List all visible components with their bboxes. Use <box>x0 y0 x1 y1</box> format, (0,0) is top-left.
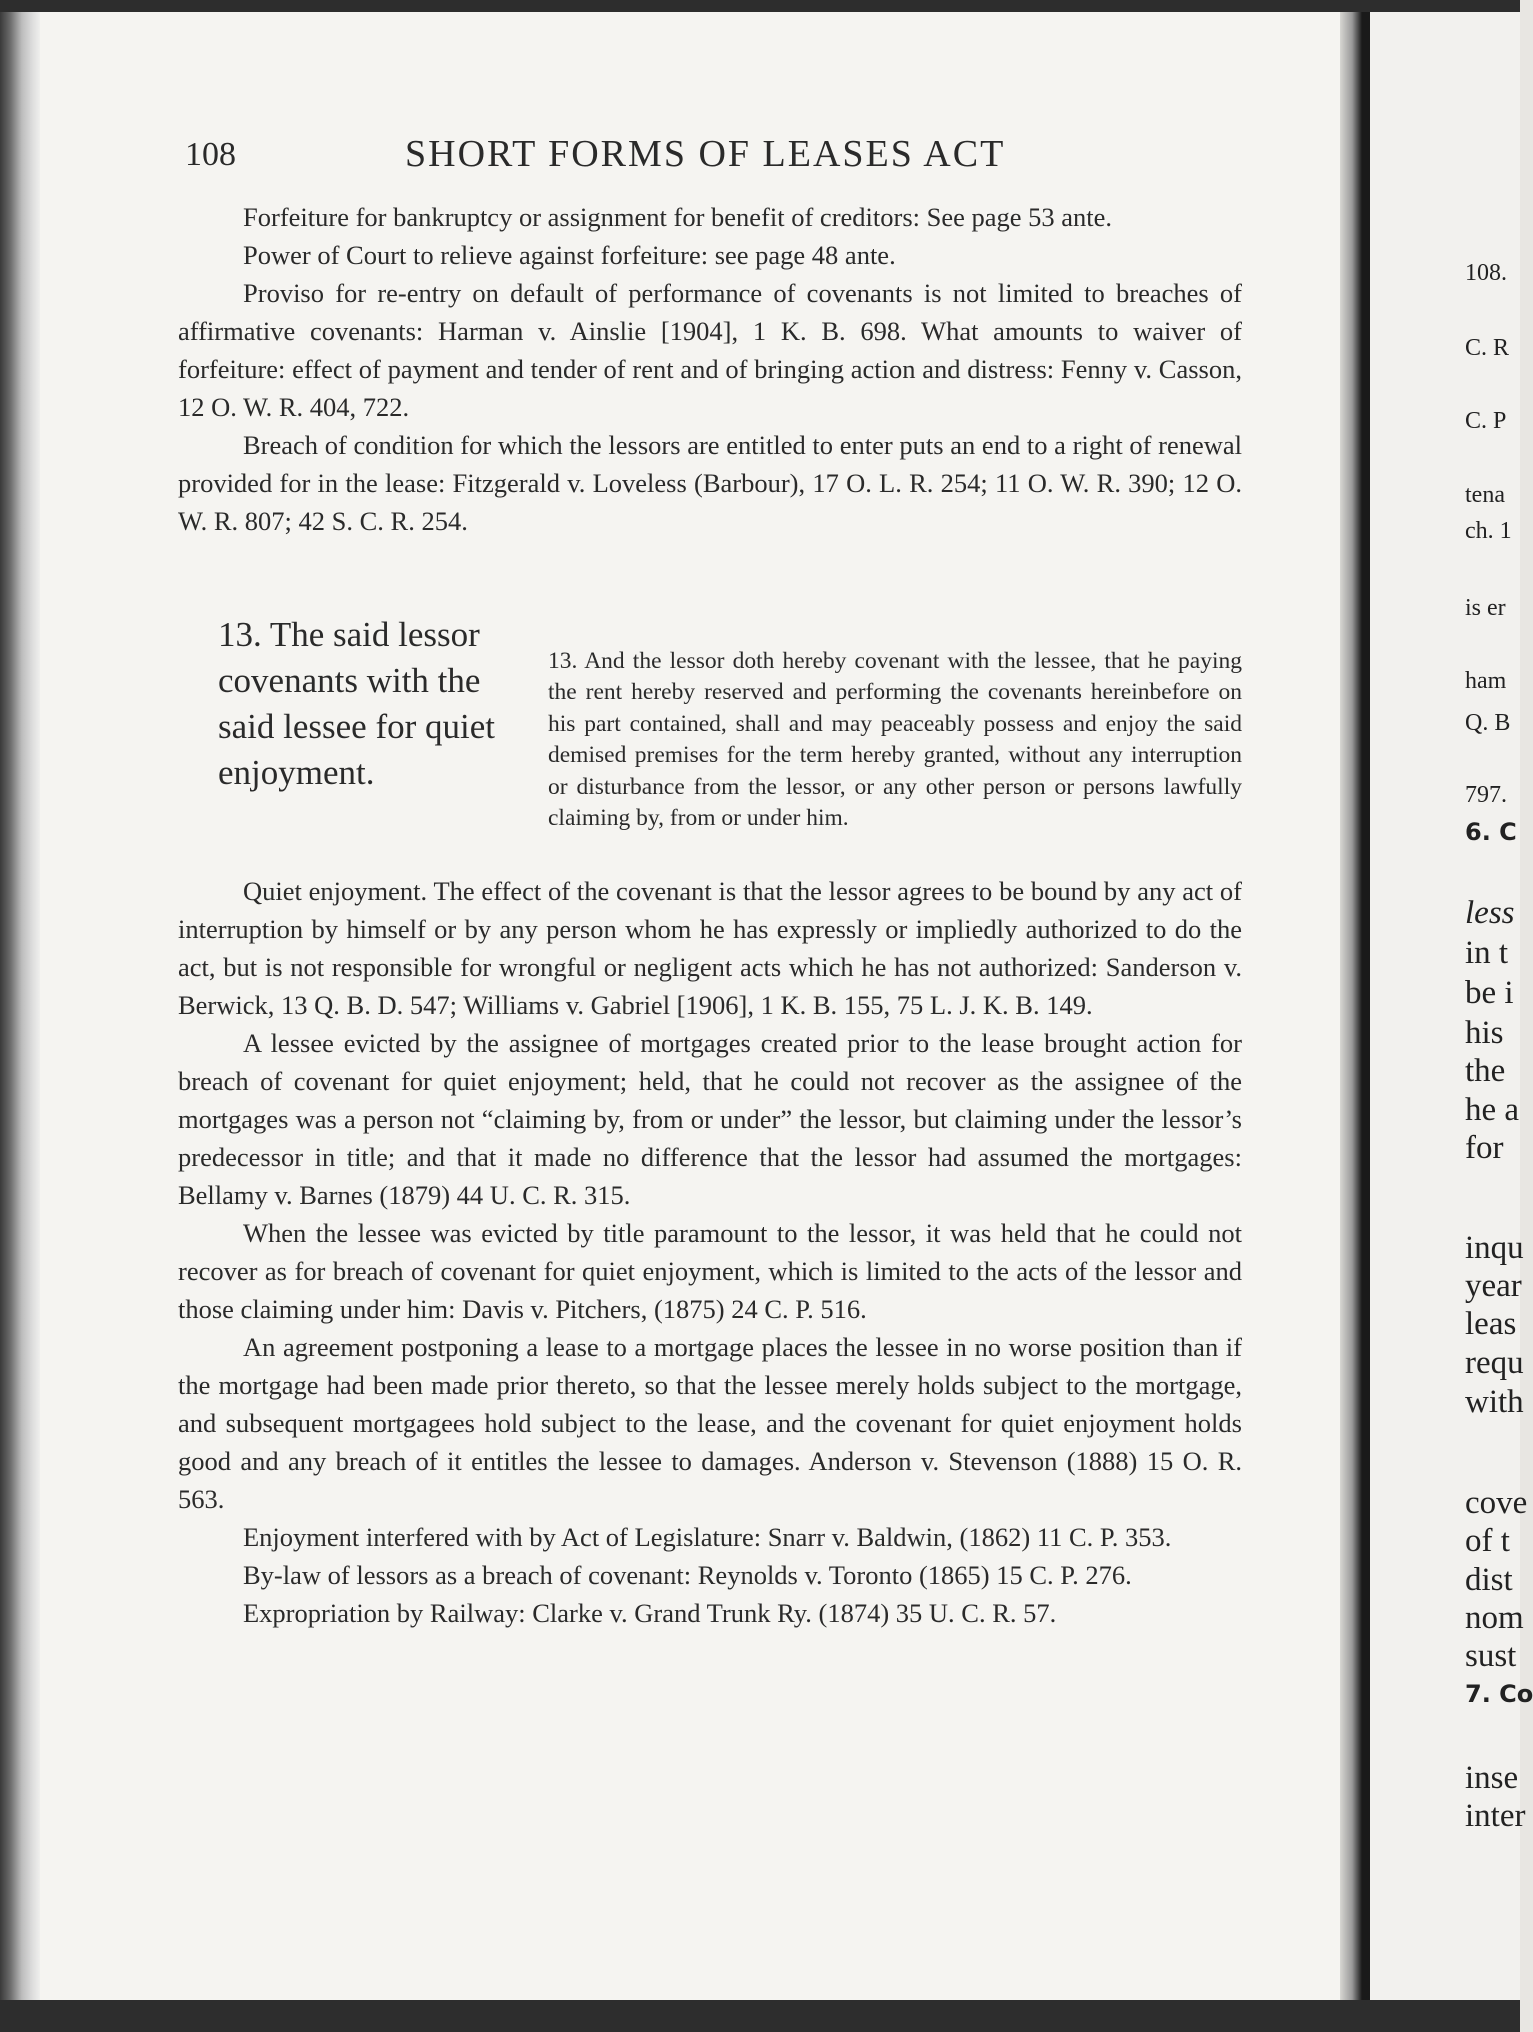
short-form-line: enjoyment. <box>218 753 375 792</box>
right-page-fragment: inqu <box>1465 1230 1524 1266</box>
right-page-fragment: 797. <box>1465 782 1507 808</box>
note-paragraph: An agreement postponing a lease to a mortgage places the lessee in no worse position than if the mortgage had been made prior thereto, so that the lessee merely holds subject to the mortgage, and subsequent mortgagees hold subject to the lease, and the covenant for quiet enjoyment holds good and any breach of it entitles the lessee to damages. Anderson v. Stevenson (1888) 15 O. R. 563. <box>178 1332 1242 1514</box>
note-paragraph: Power of Court to relieve against forfeiture: see page 48 ante. <box>243 240 896 270</box>
note-paragraph: A lessee evicted by the assignee of mortgages created prior to the lease brought action for breach of covenant for quiet enjoyment; held, that he could not recover as the assignee of the mortgages was a person not “claiming by, from or under” the lessor, but claiming under the lessor’s predecessor in title; and that it made no difference that the lessor had assumed the mortgages: Bellamy v. Barnes (1879) 44 U. C. R. 315. <box>178 1028 1242 1210</box>
section-13 <box>178 612 1242 872</box>
book-gutter <box>1340 0 1370 2032</box>
note-paragraph: By-law of lessors as a breach of covenant: Reynolds v. Toronto (1865) 15 C. P. 276. <box>243 1560 1132 1590</box>
right-page-fragment: with <box>1465 1384 1524 1420</box>
right-page-fragment: cove <box>1465 1485 1528 1521</box>
right-page-fragment: year <box>1465 1268 1522 1304</box>
note-paragraph: Enjoyment interfered with by Act of Legislature: Snarr v. Baldwin, (1862) 11 C. P. 353. <box>243 1522 1172 1552</box>
right-page-fragment: C. R <box>1465 335 1510 361</box>
right-page-fragment: dist <box>1465 1562 1513 1598</box>
top-border <box>0 0 1520 12</box>
bottom-border <box>0 2000 1520 2032</box>
short-form-line: said lessee for quiet <box>218 707 495 746</box>
right-page-fragment: less <box>1465 895 1515 931</box>
intro-notes <box>178 198 1242 540</box>
right-page-fragment: the <box>1465 1053 1506 1089</box>
note-paragraph: Breach of condition for which the lessors are entitled to enter puts an end to a right of renewal provided for in the lease: Fitzgerald v. Loveless (Barbour), 17 O. L. R. 254; 11 O. W. R. 390; 12 O. W. R. 807; 42 S. C. R. 254. <box>178 430 1242 536</box>
right-page-fragment: in t <box>1465 935 1509 971</box>
scanner-edge <box>0 0 40 2032</box>
note-paragraph: Expropriation by Railway: Clarke v. Grand Trunk Ry. (1874) 35 U. C. R. 57. <box>243 1598 1057 1628</box>
note-paragraph: Forfeiture for bankruptcy or assignment for benefit of creditors: See page 53 ante. <box>243 202 1113 232</box>
right-page-fragment: be i <box>1465 975 1514 1011</box>
page-number: 108 <box>185 136 236 173</box>
long-form-text: 13. And the lessor doth hereby covenant with the lessee, that he paying the rent hereby reserved and performing the covenants hereinbefore on his part contained, shall and may peaceably possess and enjoy the said demised premises for the term hereby granted, without any interruption or disturbance from the lessor, or any other person or persons lawfully claiming by, from or under him. <box>548 647 1242 831</box>
right-page-fragment: inse <box>1465 1760 1519 1796</box>
right-page-fragment: his <box>1465 1015 1504 1051</box>
right-page-fragment: ch. 1 <box>1465 518 1512 544</box>
case-notes <box>178 872 1242 1632</box>
right-page-fragment: leas <box>1465 1306 1517 1342</box>
short-form-line: covenants with the <box>218 661 481 700</box>
right-page-fragment: of t <box>1465 1523 1510 1559</box>
right-page-fragment: ham <box>1465 668 1507 694</box>
note-paragraph: When the lessee was evicted by title paramount to the lessor, it was held that he could not recover as for breach of covenant for quiet enjoyment, which is limited to the acts of the lessor and those claiming under him: Davis v. Pitchers, (1875) 24 C. P. 516. <box>178 1218 1242 1324</box>
right-page-fragment: for <box>1465 1130 1504 1166</box>
right-page-fragment: Q. B <box>1465 710 1511 736</box>
note-paragraph: Proviso for re-entry on default of performance of covenants is not limited to breaches of affirmative covenants: Harman v. Ainslie [1904], 1 K. B. 698. What amounts to waiver of forfeiture: effect of payment and tender of rent and of bringing action and distress: Fenny v. Casson, 12 O. W. R. 404, 722. <box>178 278 1242 422</box>
right-page-fragment: inter <box>1465 1798 1526 1834</box>
right-page-fragment: he a <box>1465 1092 1520 1128</box>
page-header <box>185 128 1245 188</box>
right-page-fragment: 6. C <box>1465 818 1517 846</box>
right-page-fragment: sust <box>1465 1638 1517 1674</box>
right-page-fragment: is er <box>1465 595 1506 621</box>
right-page-fragment: requ <box>1465 1345 1524 1381</box>
right-page-fragment: C. P <box>1465 408 1507 434</box>
right-page-fragment: tena <box>1465 482 1505 508</box>
note-paragraph: Quiet enjoyment. The effect of the covenant is that the lessor agrees to be bound by any act of interruption by himself or by any person whom he has expressly or impliedly authorized to do the act, but is not responsible for wrongful or negligent acts which he has not authorized: Sanderson v. Berwick, 13 Q. B. D. 547; Williams v. Gabriel [1906], 1 K. B. 155, 75 L. J. K. B. 149. <box>178 876 1242 1020</box>
right-page-fragment: 108. <box>1465 260 1507 286</box>
right-page-fragment: 7. Co <box>1465 1680 1533 1708</box>
running-title: SHORT FORMS OF LEASES ACT <box>405 133 1006 175</box>
right-page-fragment: nom <box>1465 1600 1524 1636</box>
short-form-line: 13. The said lessor <box>218 615 480 654</box>
